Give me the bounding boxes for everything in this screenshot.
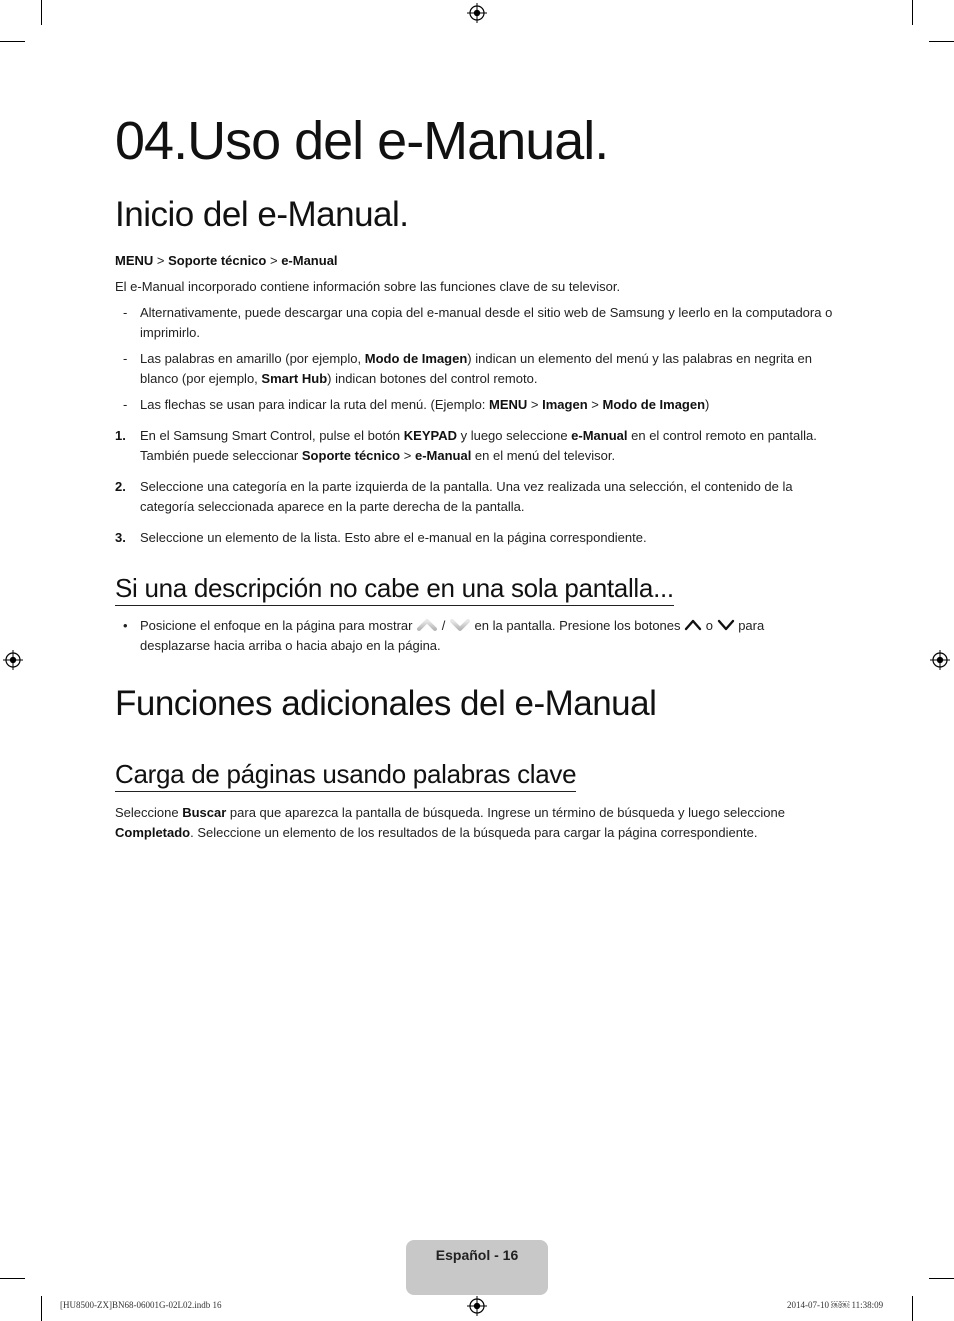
- step-number: 2.: [115, 479, 126, 494]
- search-paragraph: Seleccione Buscar para que aparezca la pantalla de búsqueda. Ingrese un término de búsqueda y luego seleccione Completado. Seleccione un elemento de los resultados de la búsqueda para cargar la página correspondiente.: [115, 805, 785, 840]
- crop-mark-bl-h: [0, 1278, 25, 1279]
- crosshair-registration-icon: [3, 650, 23, 670]
- note-text: Las flechas se usan para indicar la ruta del menú. (Ejemplo: MENU > Imagen > Modo de Imagen): [140, 397, 710, 412]
- crosshair-registration-icon: [467, 1296, 487, 1316]
- step-item: [115, 528, 835, 548]
- note-item: - Alternativamente, puede descargar una copia del e-manual desde el sitio web de Samsung y leerlo en la computadora o imprimirlo.: [115, 303, 835, 343]
- crop-mark-tr-v: [912, 0, 913, 25]
- section-title-funciones: Funciones adicionales del e-Manual: [115, 684, 657, 723]
- step-text: En el Samsung Smart Control, pulse el botón KEYPAD y luego seleccione e-Manual en el control remoto en pantalla. También puede seleccionar Soporte técnico > e-Manual en el menú del televisor.: [140, 428, 817, 463]
- menu-path-support: Soporte técnico: [168, 253, 267, 268]
- step-number: 3.: [115, 530, 126, 545]
- imprint-file: [HU8500-ZX]BN68-06001G-02L02.indb 16: [60, 1300, 222, 1310]
- step-item: [115, 477, 835, 517]
- menu-path: [115, 251, 835, 271]
- crosshair-registration-icon: [467, 3, 487, 23]
- bullet-item: • Posicione el enfoque en la página para mostrar / en la pantalla. Presione los botones o para desplazarse hacia arriba o hacia abajo en la página.: [115, 616, 835, 656]
- page-number-tab: [406, 1240, 548, 1295]
- menu-path-menu: MENU: [115, 253, 154, 268]
- crop-mark-tl-v: [41, 0, 42, 25]
- bullet-text: Posicione el enfoque en la página para mostrar / en la pantalla. Presione los botones o para desplazarse hacia arriba o hacia abajo en la página.: [140, 618, 765, 653]
- step-item: [115, 426, 835, 466]
- note-item: - Las palabras en amarillo (por ejemplo, Modo de Imagen) indican un elemento del menú y las palabras en negrita en blanco (por ejemplo, Smart Hub) indican botones del control remoto.: [115, 349, 835, 389]
- imprint-date: 2014-07-10 ￼￼ 11:38:09: [787, 1300, 884, 1310]
- step-number: 1.: [115, 428, 126, 443]
- crop-mark-br-v: [912, 1296, 913, 1321]
- chevron-down-dim-icon: [449, 617, 471, 633]
- section-title-inicio: Inicio del e-Manual.: [115, 195, 409, 234]
- step-text: Seleccione una categoría en la parte izquierda de la pantalla. Una vez realizada una selección, el contenido de la categoría seleccionada aparece en la parte derecha de la pantalla.: [140, 479, 793, 514]
- step-text: Seleccione un elemento de la lista. Esto abre el e-manual en la página correspondiente.: [140, 530, 647, 545]
- chapter-title: 04.Uso del e-Manual.: [115, 111, 609, 171]
- note-text: Las palabras en amarillo (por ejemplo, Modo de Imagen) indican un elemento del menú y las palabras en negrita en blanco (por ejemplo, Smart Hub) indican botones del control remoto.: [140, 351, 813, 386]
- note-item: - Las flechas se usan para indicar la ruta del menú. (Ejemplo: MENU > Imagen > Modo de Imagen): [115, 395, 835, 415]
- menu-path-sep: >: [266, 253, 282, 268]
- crop-mark-tr-h: [929, 41, 954, 42]
- chevron-up-icon: [684, 618, 702, 632]
- intro-text: El e-Manual incorporado contiene información sobre las funciones clave de su televisor.: [115, 279, 621, 294]
- crop-mark-tl-h: [0, 41, 25, 42]
- page-number: Español - 16: [435, 1247, 519, 1263]
- chevron-down-icon: [717, 618, 735, 632]
- chevron-up-dim-icon: [416, 617, 438, 633]
- crop-mark-bl-v: [41, 1296, 42, 1321]
- subsection-title-descripcion: Si una descripción no cabe en una sola pantalla...: [115, 573, 674, 606]
- menu-path-sep: >: [153, 253, 169, 268]
- crop-mark-br-h: [929, 1278, 954, 1279]
- note-text: Alternativamente, puede descargar una copia del e-manual desde el sitio web de Samsung y leerlo en la computadora o imprimirlo.: [140, 305, 833, 340]
- menu-path-emanual: e-Manual: [281, 253, 338, 268]
- crosshair-registration-icon: [930, 650, 950, 670]
- subsection-title-carga: Carga de páginas usando palabras clave: [115, 759, 576, 792]
